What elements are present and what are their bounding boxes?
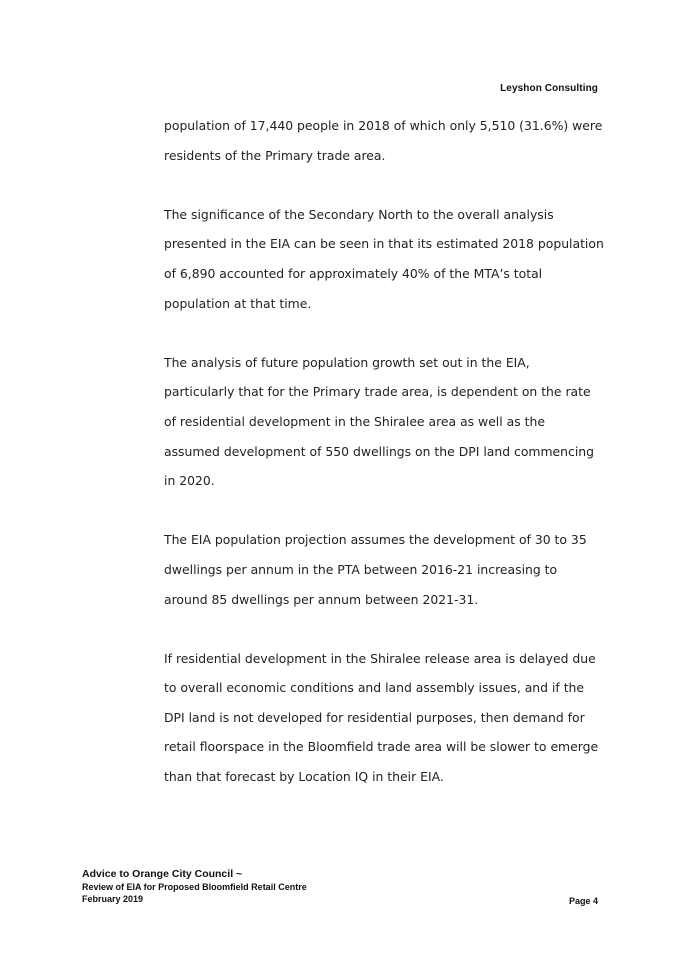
page-number: Page 4	[568, 896, 598, 906]
footer-info	[82, 867, 307, 905]
paragraph-3: The analysis of future population growth set out in the EIA, particularly that for the Primary trade area, is dependent on the rate of residential development in the Shiralee area as well as the assumed development of 550 dwellings on the DPI land commencing in 2020.	[164, 354, 594, 489]
footer-client-line: Advice to Orange City Council ~	[82, 868, 243, 880]
paragraph-5: If residential development in the Shiralee release area is delayed due to overall economic conditions and land assembly issues, and if the DPI land is not developed for residential purposes, then demand for retail floorspace in the Bloomfield trade area will be slower to emerge than that forecast by Location IQ in their EIA.	[164, 650, 599, 785]
body-content	[164, 111, 604, 821]
paragraph-1: population of 17,440 people in 2018 of which only 5,510 (31.6%) were residents of the Primary trade area.	[164, 118, 603, 163]
header-company-name: Leyshon Consulting	[500, 83, 598, 94]
paragraph-2: The significance of the Secondary North to the overall analysis presented in the EIA can be seen in that its estimated 2018 population of 6,890 accounted for approximately 40% of the MTA’s total population at that time.	[164, 206, 604, 311]
paragraph-4: The EIA population projection assumes the development of 30 to 35 dwellings per annum in the PTA between 2016-21 increasing to around 85 dwellings per annum between 2021-31.	[164, 532, 587, 607]
footer-date: February 2019	[82, 894, 144, 904]
footer-report-title: Review of EIA for Proposed Bloomfield Retail Centre	[82, 882, 307, 892]
